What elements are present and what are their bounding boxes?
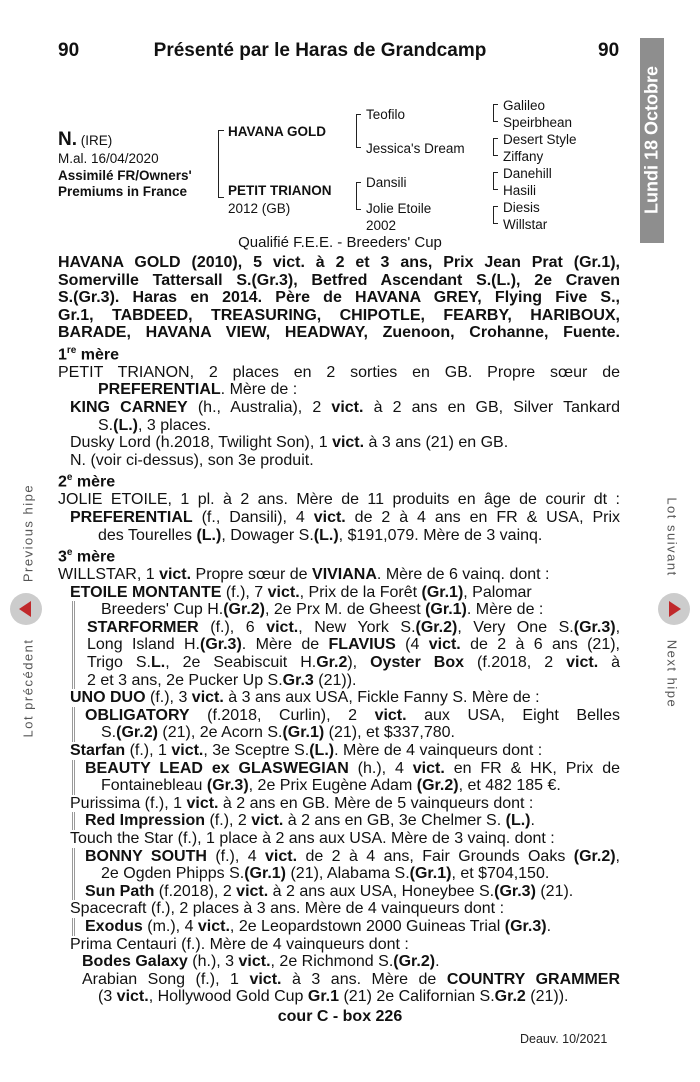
produce-line: 2e Ogden Phipps S.(Gr.1) (21), Alabama S.(Gr.1), et $704,150. [101, 865, 550, 883]
produce-group [72, 848, 620, 901]
produce-group [72, 918, 620, 936]
produce-line: Arabian Song (f.), 1 vict. à 3 ans. Mère de COUNTRY GRAMMER [82, 970, 621, 988]
subject-block [58, 129, 192, 200]
produce-line: S.(Gr.2) (21), 2e Acorn S.(Gr.1) (21), et $337,780. [101, 724, 455, 742]
pedigree-bracket-dam [356, 182, 361, 210]
dam-line: PREFERENTIAL. Mère de : [98, 381, 298, 399]
produce-line: des Tourelles (L.), Dowager S.(L.), $191,079. Mère de 3 vainq. [98, 526, 543, 544]
sire-name: HAVANA GOLD [228, 124, 326, 139]
pedigree-bracket-4c [493, 172, 498, 190]
produce-line: (3 vict., Hollywood Gold Cup Gr.1 (21) 2e Californian S.Gr.2 (21)). [98, 988, 569, 1006]
qualification-line: Qualifié F.E.E. - Breeders' Cup [238, 234, 442, 251]
subject-note1: Assimilé FR/Owners' [58, 168, 192, 183]
gen3-6: Hasili [503, 183, 537, 198]
produce-line: Trigo S.L., 2e Seabiscuit H.Gr.2), Oyster Box (f.2018, 2 vict. à [87, 654, 621, 672]
pedigree-bracket-4a [493, 104, 498, 122]
subject-birth: M.al. 16/04/2020 [58, 151, 159, 166]
sire-para-line: S.(Gr.3). Haras en 2014. Père de HAVANA GREY, Flying Five S., [58, 289, 620, 307]
dam-info: 2012 (GB) [228, 201, 291, 216]
dam-name: PETIT TRIANON [228, 183, 332, 198]
produce-line: UNO DUO (f.), 3 vict. à 3 ans aux USA, Fickle Fanny S. Mère de : [70, 689, 540, 707]
produce-line: Touch the Star (f.), 1 place à 2 ans aux USA. Mère de 3 vainq. dont : [70, 829, 555, 847]
box-location: cour C - box 226 [277, 1008, 403, 1025]
produce-line: Dusky Lord (h.2018, Twilight Son), 1 vict. à 3 ans (21) en GB. [70, 434, 509, 452]
produce-group [72, 707, 620, 742]
previous-lot-label[interactable]: Lot précédent [20, 638, 36, 738]
arrow-right-icon [664, 599, 684, 619]
pedigree-bracket-4d [493, 206, 498, 224]
pedigree-bracket-main [218, 130, 224, 198]
section-heading-third-dam: 3e mère [58, 547, 116, 566]
dam-line: WILLSTAR, 1 vict. Propre sœur de VIVIANA. Mère de 6 vainq. dont : [58, 566, 550, 584]
produce-line: OBLIGATORY (f.2018, Curlin), 2 vict. aux USA, Eight Belles [85, 706, 621, 724]
arrow-left-icon [16, 599, 36, 619]
produce-group [72, 812, 620, 830]
gen3-2: Speirbhean [503, 115, 573, 130]
produce-line: PREFERENTIAL (f., Dansili), 4 vict. de 2 à 4 ans en FR & USA, Prix [70, 508, 620, 526]
gen3-1: Galileo [503, 98, 546, 113]
produce-line: 2 et 3 ans, 2e Pucker Up S.Gr.3 (21)). [87, 671, 357, 689]
produce-line: BEAUTY LEAD ex GLASWEGIAN (h.), 4 vict. en FR & HK, Prix de [85, 759, 620, 777]
next-lot-button[interactable] [658, 593, 690, 625]
produce-line: Sun Path (f.2018), 2 vict. à 2 ans aux USA, Honeybee S.(Gr.3) (21). [85, 882, 574, 900]
produce-group [72, 760, 620, 795]
produce-line: Purissima (f.), 1 vict. à 2 ans en GB. Mère de 5 vainqueurs dont : [70, 794, 534, 812]
section-heading-first-dam: 1re mère [58, 344, 120, 364]
sire-para-line: Somerville Tattersall S.(Gr.3), Betfred Ascendant S.(L.), 2e Craven [58, 271, 620, 289]
produce-line: ETOILE MONTANTE (f.), 7 vict., Prix de la Forêt (Gr.1), Palomar [70, 583, 532, 601]
produce-line: N. (voir ci-dessus), son 3e produit. [70, 451, 314, 469]
produce-line: Starfan (f.), 1 vict., 3e Sceptre S.(L.). Mère de 4 vainqueurs dont : [70, 742, 543, 760]
produce-line: KING CARNEY (h., Australia), 2 vict. à 2 ans en GB, Silver Tankard [70, 399, 620, 417]
subject-note2: Premiums in France [58, 184, 188, 199]
date-side-tab-label: Lundi 18 Octobre [641, 65, 662, 215]
produce-line: Long Island H.(Gr.3). Mère de FLAVIUS (4 vict. de 2 à 6 ans (21), [87, 636, 621, 654]
produce-line: STARFORMER (f.), 6 vict., New York S.(Gr.2), Very One S.(Gr.3), [87, 618, 621, 636]
pedigree-bracket-4b [493, 138, 498, 156]
gen3-4: Ziffany [503, 149, 544, 164]
sale-reference: Deauv. 10/2021 [520, 1032, 608, 1046]
previous-hipe-label[interactable]: Previous hipe [20, 483, 36, 583]
gen3-8: Willstar [503, 217, 548, 232]
dam-line: JOLIE ETOILE, 1 pl. à 2 ans. Mère de 11 produits en âge de courir dt : [58, 491, 620, 509]
produce-line: Fontainebleau (Gr.3), 2e Prix Eugène Adam (Gr.2), et 482 185 €. [101, 777, 561, 795]
produce-line: Breeders' Cup H.(Gr.2), 2e Prx M. de Gheest (Gr.1). Mère de : [101, 601, 544, 619]
pedigree-bracket-sire [356, 114, 361, 148]
produce-group [72, 601, 620, 689]
lot-number-left: 90 [58, 40, 80, 61]
previous-lot-button[interactable] [10, 593, 42, 625]
produce-line: Prima Centauri (f.). Mère de 4 vainqueurs dont : [70, 935, 409, 953]
produce-line: BONNY SOUTH (f.), 4 vict. de 2 à 4 ans, Fair Grounds Oaks (Gr.2), [85, 847, 620, 865]
subject-origin: (IRE) [80, 133, 113, 148]
produce-line: Exodus (m.), 4 vict., 2e Leopardstown 2000 Guineas Trial (Gr.3). [85, 917, 552, 935]
produce-line: Bodes Galaxy (h.), 3 vict., 2e Richmond S.(Gr.2). [82, 953, 440, 971]
dam-line: PETIT TRIANON, 2 places en 2 sorties en GB. Propre sœur de [58, 363, 620, 381]
produce-line: Spacecraft (f.), 2 places à 3 ans. Mère de 4 vainqueurs dont : [70, 900, 505, 918]
next-hipe-label[interactable]: Next hipe [664, 639, 680, 709]
sire-dam: Jessica's Dream [366, 141, 465, 156]
subject-name: N. [58, 129, 77, 150]
section-heading-second-dam: 2e mère [58, 472, 116, 491]
gen3-7: Diesis [503, 200, 540, 215]
date-side-tab [640, 38, 664, 243]
sire-para-line: BARADE, HAVANA VIEW, HEADWAY, Zuenoon, Crohanne, Fuente. [58, 324, 620, 342]
sire-sire: Teofilo [366, 107, 406, 122]
produce-line: Red Impression (f.), 2 vict. à 2 ans en GB, 3e Chelmer S. (L.). [85, 812, 535, 830]
gen3-5: Danehill [503, 166, 552, 181]
produce-line: S.(L.), 3 places. [98, 416, 211, 434]
gen3-3: Desert Style [503, 132, 577, 147]
sire-para-line: HAVANA GOLD (2010), 5 vict. à 2 et 3 ans, Prix Jean Prat (Gr.1), [58, 254, 620, 271]
lot-number-right: 90 [598, 40, 620, 61]
page-title: Présenté par le Haras de Grandcamp [153, 40, 487, 61]
next-lot-label[interactable]: Lot suivant [664, 497, 680, 577]
dam-dam: Jolie Etoile [366, 201, 432, 216]
dam-sire: Dansili [366, 175, 407, 190]
catalogue-body [58, 254, 620, 1006]
sire-para-line: Gr.1, TABDEED, TREASURING, CHIPOTLE, FEARBY, HARIBOUX, [58, 306, 620, 324]
dam-dam-year: 2002 [366, 218, 397, 233]
